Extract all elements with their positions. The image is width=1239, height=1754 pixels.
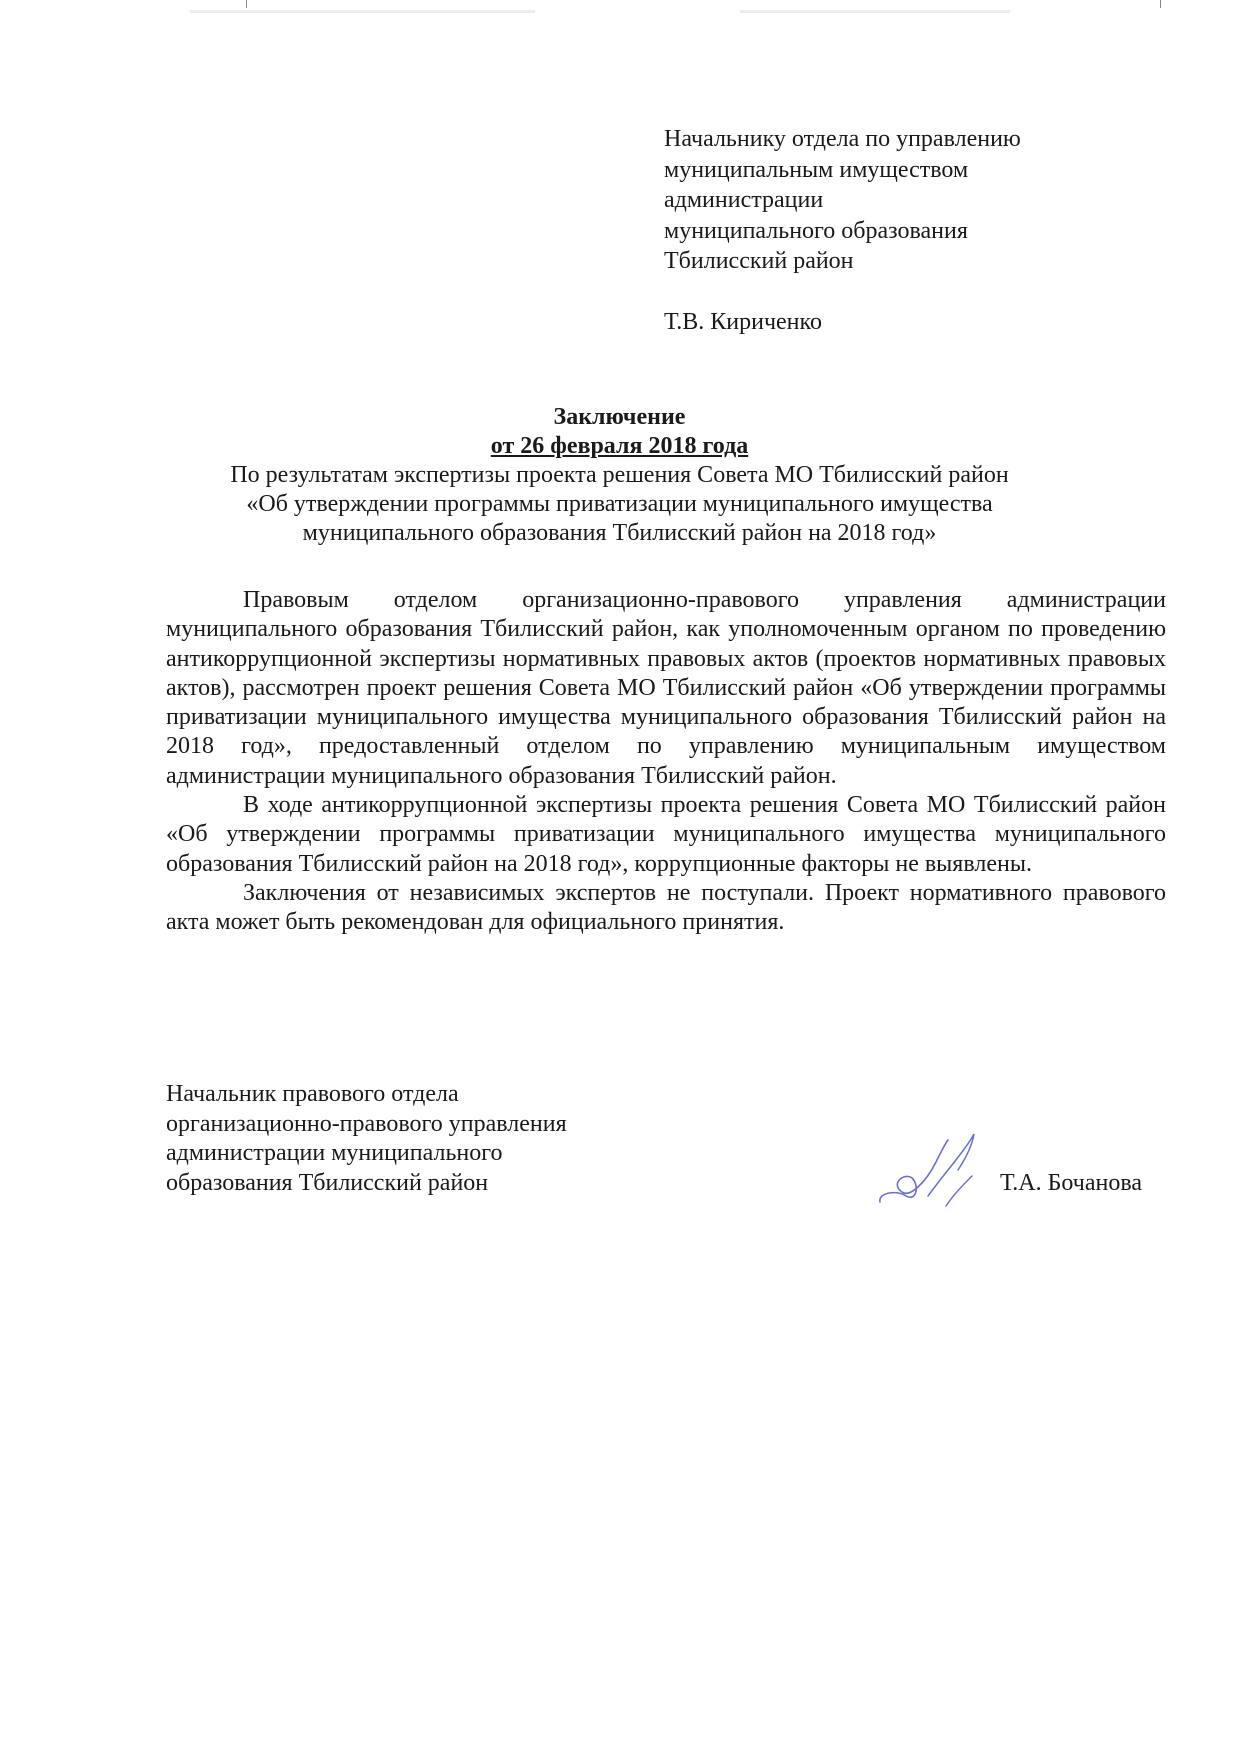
signatory-position-line: организационно-правового управления	[166, 1110, 567, 1137]
signatory-position-line: Начальник правового отдела	[166, 1081, 459, 1107]
addressee-line: муниципальным имуществом	[664, 156, 969, 183]
scan-artifacts	[0, 0, 1239, 16]
signatory-position-line: образования Тбилисский район	[166, 1169, 489, 1196]
signatory-position	[166, 1080, 567, 1198]
addressee-line: администрации	[664, 187, 824, 213]
document-subject-line: муниципального образования Тбилисский район на 2018 год»	[302, 520, 937, 546]
addressee-block	[664, 124, 1021, 337]
document-title: Заключение	[553, 404, 686, 430]
addressee-line: Тбилисский район	[664, 248, 854, 274]
signer-name: Т.А. Бочанова	[1000, 1170, 1142, 1196]
addressee-name: Т.В. Кириченко	[664, 308, 822, 335]
signatory-position-line: администрации муниципального	[166, 1140, 503, 1166]
addressee-line: Начальнику отдела по управлению	[664, 126, 1021, 152]
document-heading	[0, 403, 1239, 548]
scan-artifact-tick	[246, 0, 247, 8]
body-paragraph: Заключения от независимых экспертов не поступали. Проект нормативного правового акта может быть рекомендован для официального принятия.	[166, 879, 1166, 936]
document-body	[166, 586, 1166, 938]
document-subject-line: «Об утверждении программы приватизации муниципального имущества	[246, 491, 993, 517]
body-paragraph: Правовым отделом организационно-правового управления администрации муниципального образования Тбилисский район, как уполномоченным органом по проведению антикоррупционной экспертизы нормативных правовых актов (проектов нормативных правовых актов), рассмотрен проект решения Совета МО Тбилисский район «Об утверждении программы приватизации муниципального имущества муниципального образования Тбилисский район на 2018 год», предоставленный отделом по управлению муниципальным имуществом администрации муниципального образования Тбилисский район.	[166, 587, 1166, 789]
document-subject-line: По результатам экспертизы проекта решения Совета МО Тбилисский район	[230, 462, 1009, 488]
addressee-line: муниципального образования	[664, 217, 968, 244]
scan-artifact-bar	[740, 10, 1010, 13]
scan-artifact-tick	[1160, 0, 1161, 8]
scan-artifact-bar	[190, 10, 535, 13]
handwritten-signature-icon	[876, 1132, 986, 1208]
signature-stroke	[946, 1176, 972, 1206]
body-paragraph: В ходе антикоррупционной экспертизы проекта решения Совета МО Тбилисский район «Об утверждении программы приватизации муниципального имущества муниципального образования Тбилисский район на 2018 год», коррупционные факторы не выявлены.	[166, 792, 1166, 877]
signature-stroke	[880, 1140, 948, 1202]
document-date: от 26 февраля 2018 года	[490, 433, 749, 459]
